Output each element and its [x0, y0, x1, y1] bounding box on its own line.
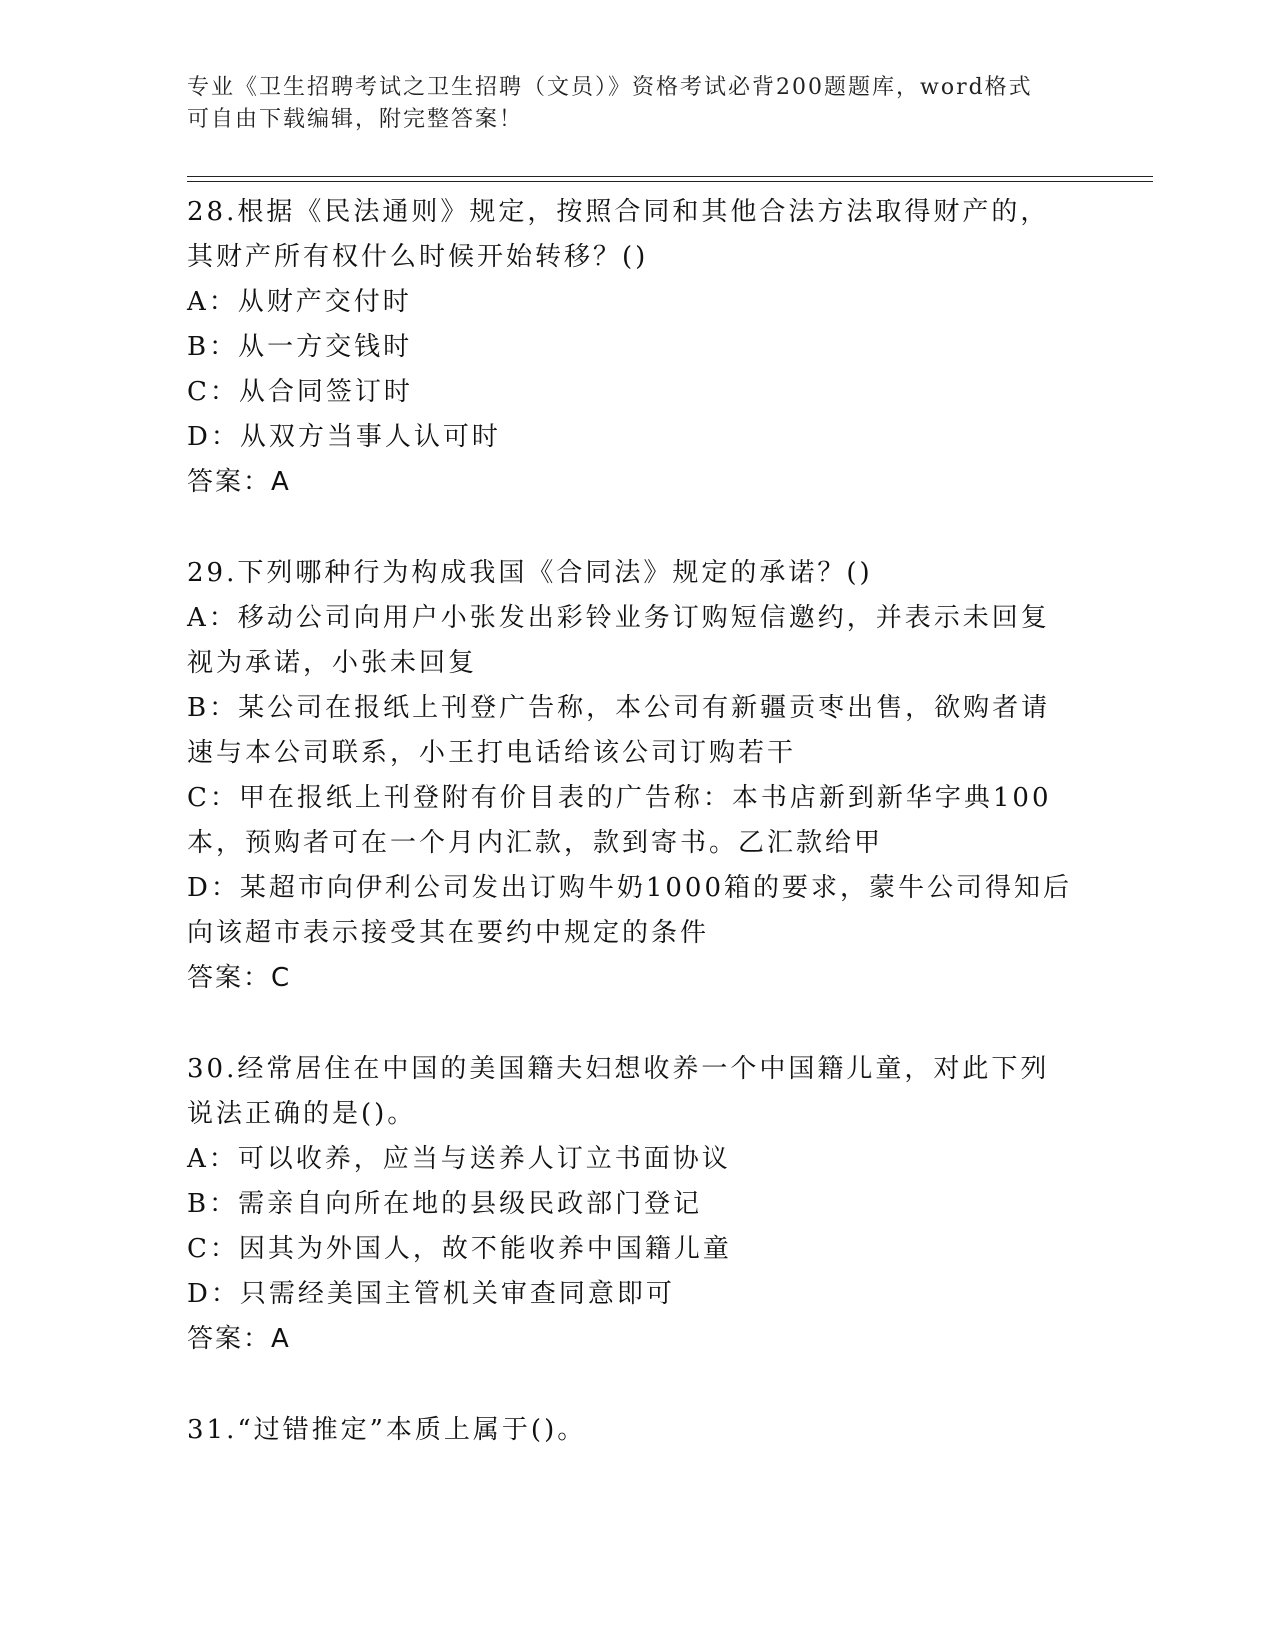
option-a: A：可以收养，应当与送养人订立书面协议	[187, 1144, 731, 1174]
question-list	[187, 190, 1077, 1453]
document-header	[187, 72, 1067, 136]
header-line-2: 可自由下载编辑，附完整答案！	[187, 107, 524, 132]
answer: 答案：A	[187, 1324, 291, 1354]
question-stem: 28.根据《民法通则》规定，按照合同和其他合法方法取得财产的，其财产所有权什么时候开始转移？()	[187, 197, 1050, 272]
header-rule-top	[187, 176, 1153, 177]
option-a: A：从财产交付时	[187, 287, 412, 317]
option-b: B：从一方交钱时	[187, 332, 413, 362]
header-rule-bottom	[187, 181, 1153, 182]
option-c: C：从合同签订时	[187, 377, 413, 407]
question-31	[187, 1408, 1077, 1453]
option-c: C：因其为外国人，故不能收养中国籍儿童	[187, 1234, 732, 1264]
option-d: D：只需经美国主管机关审查同意即可	[187, 1279, 675, 1309]
header-line-1: 专业《卫生招聘考试之卫生招聘（文员）》资格考试必背200题题库，word格式	[187, 75, 1033, 100]
question-stem: 31.“过错推定”本质上属于()。	[187, 1415, 587, 1445]
option-d: D：某超市向伊利公司发出订购牛奶1000箱的要求，蒙牛公司得知后向该超市表示接受其在要约中规定的条件	[187, 873, 1073, 948]
question-28	[187, 190, 1077, 460]
option-b: B：某公司在报纸上刊登广告称，本公司有新疆贡枣出售，欲购者请速与本公司联系，小王打电话给该公司订购若干	[187, 693, 1051, 768]
answer: 答案：C	[187, 963, 292, 993]
question-29	[187, 551, 1077, 956]
question-stem: 29.下列哪种行为构成我国《合同法》规定的承诺？()	[187, 558, 873, 588]
question-stem: 30.经常居住在中国的美国籍夫妇想收养一个中国籍儿童，对此下列说法正确的是()。	[187, 1054, 1050, 1129]
option-d: D：从双方当事人认可时	[187, 422, 501, 452]
answer: 答案：A	[187, 467, 291, 497]
option-a: A：移动公司向用户小张发出彩铃业务订购短信邀约，并表示未回复视为承诺，小张未回复	[187, 603, 1050, 678]
option-b: B：需亲自向所在地的县级民政部门登记	[187, 1189, 703, 1219]
question-30	[187, 1047, 1077, 1317]
option-c: C：甲在报纸上刊登附有价目表的广告称：本书店新到新华字典100本，预购者可在一个月内汇款，款到寄书。乙汇款给甲	[187, 783, 1052, 858]
